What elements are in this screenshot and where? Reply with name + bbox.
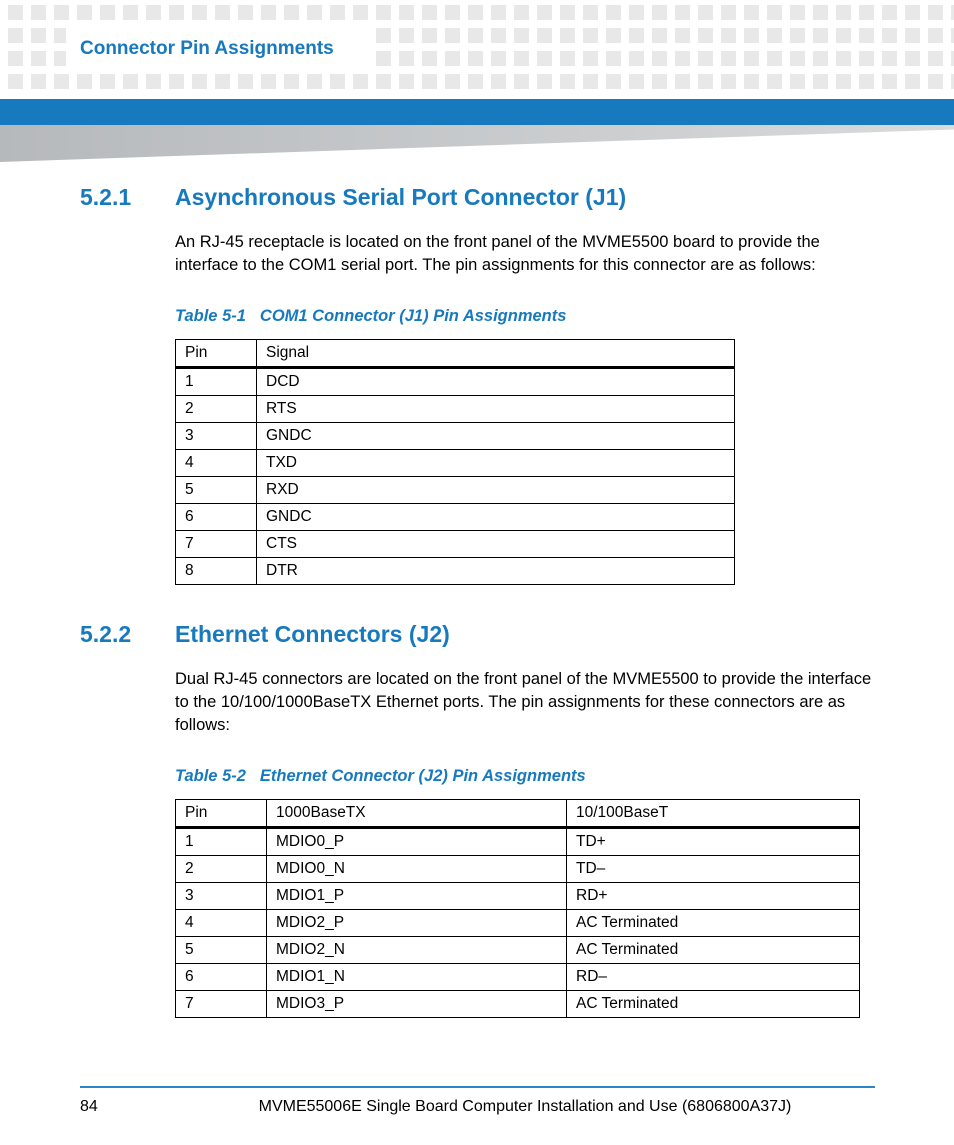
table-cell: 2	[176, 856, 267, 883]
section-serial-port-connector	[0, 184, 954, 585]
table-cell: 1	[176, 368, 257, 396]
table-cell: TD–	[567, 856, 860, 883]
table-cell: MDIO2_N	[267, 937, 567, 964]
table-head	[176, 340, 735, 368]
footer-doc-title: MVME55006E Single Board Computer Installation and Use (6806800A37J)	[258, 1098, 792, 1115]
table-row	[176, 964, 860, 991]
table-caption	[175, 307, 954, 326]
table-caption-label: Table 5-2	[175, 767, 246, 785]
table-row	[176, 531, 735, 558]
table-cell: DCD	[257, 368, 735, 396]
table-cell: 4	[176, 450, 257, 477]
table-header-cell: 10/100BaseT	[567, 800, 860, 828]
table-row	[176, 396, 735, 423]
table-row	[176, 450, 735, 477]
table-caption-title: COM1 Connector (J1) Pin Assignments	[259, 307, 567, 325]
footer-rule	[80, 1086, 875, 1088]
table-row	[176, 423, 735, 450]
section-ethernet-connectors	[0, 621, 954, 1018]
table-cell: AC Terminated	[567, 991, 860, 1018]
section-body-text: Dual RJ-45 connectors are located on the front panel of the MVME5500 to provide the interface to the 10/100/1000BaseTX Ethernet ports. The pin assignments for these connectors are as follows:	[175, 670, 872, 734]
table-cell: TXD	[257, 450, 735, 477]
table-header-cell: Signal	[257, 340, 735, 368]
table-header-cell: 1000BaseTX	[267, 800, 567, 828]
table-row	[176, 504, 735, 531]
table-cell: 2	[176, 396, 257, 423]
table-header-cell: Pin	[176, 340, 257, 368]
table-cell: CTS	[257, 531, 735, 558]
table-head	[176, 800, 860, 828]
table-cell: RTS	[257, 396, 735, 423]
table-cell: RD–	[567, 964, 860, 991]
table-row	[176, 856, 860, 883]
table-cell: MDIO0_P	[267, 828, 567, 856]
table-cell: MDIO2_P	[267, 910, 567, 937]
page-footer	[0, 1086, 954, 1116]
table-cell: 7	[176, 991, 267, 1018]
table-row	[176, 368, 735, 396]
table-row	[176, 991, 860, 1018]
table-caption	[175, 767, 954, 786]
section-number: 5.2.1	[80, 184, 132, 210]
table-row	[176, 828, 860, 856]
table-cell: MDIO1_N	[267, 964, 567, 991]
section-title: Ethernet Connectors (J2)	[175, 621, 450, 647]
table-cell: 4	[176, 910, 267, 937]
table-row	[176, 937, 860, 964]
table-cell: RXD	[257, 477, 735, 504]
com1-pin-table	[175, 339, 735, 585]
section-heading	[80, 621, 954, 648]
table-header-row	[176, 340, 735, 368]
table-cell: 6	[176, 964, 267, 991]
table-cell: 6	[176, 504, 257, 531]
table-row	[176, 558, 735, 585]
table-header-row	[176, 800, 860, 828]
table-cell: 5	[176, 937, 267, 964]
page-number: 84	[80, 1098, 98, 1115]
table-cell: 1	[176, 828, 267, 856]
section-heading	[80, 184, 954, 211]
table-row	[176, 883, 860, 910]
table-row	[176, 910, 860, 937]
footer-text-row	[0, 1098, 954, 1116]
table-cell: MDIO1_P	[267, 883, 567, 910]
table-body	[176, 828, 860, 1018]
section-body-text: An RJ-45 receptacle is located on the front panel of the MVME5500 board to provide the interface to the COM1 serial port. The pin assignments for this connector are as follows:	[175, 233, 820, 274]
table-header-cell: Pin	[176, 800, 267, 828]
table-cell: TD+	[567, 828, 860, 856]
running-header-title: Connector Pin Assignments	[80, 38, 334, 59]
ethernet-pin-table	[175, 799, 860, 1018]
table-cell: AC Terminated	[567, 937, 860, 964]
table-cell: 5	[176, 477, 257, 504]
table-caption-label: Table 5-1	[175, 307, 246, 325]
table-cell: 3	[176, 423, 257, 450]
table-cell: GNDC	[257, 423, 735, 450]
table-cell: MDIO0_N	[267, 856, 567, 883]
table-cell: RD+	[567, 883, 860, 910]
section-number: 5.2.2	[80, 621, 132, 647]
table-body	[176, 368, 735, 585]
table-row	[176, 477, 735, 504]
table-caption-title: Ethernet Connector (J2) Pin Assignments	[259, 767, 586, 785]
table-cell: 8	[176, 558, 257, 585]
table-cell: AC Terminated	[567, 910, 860, 937]
table-cell: GNDC	[257, 504, 735, 531]
section-title: Asynchronous Serial Port Connector (J1)	[175, 184, 627, 210]
table-cell: 7	[176, 531, 257, 558]
table-cell: MDIO3_P	[267, 991, 567, 1018]
table-cell: DTR	[257, 558, 735, 585]
table-cell: 3	[176, 883, 267, 910]
